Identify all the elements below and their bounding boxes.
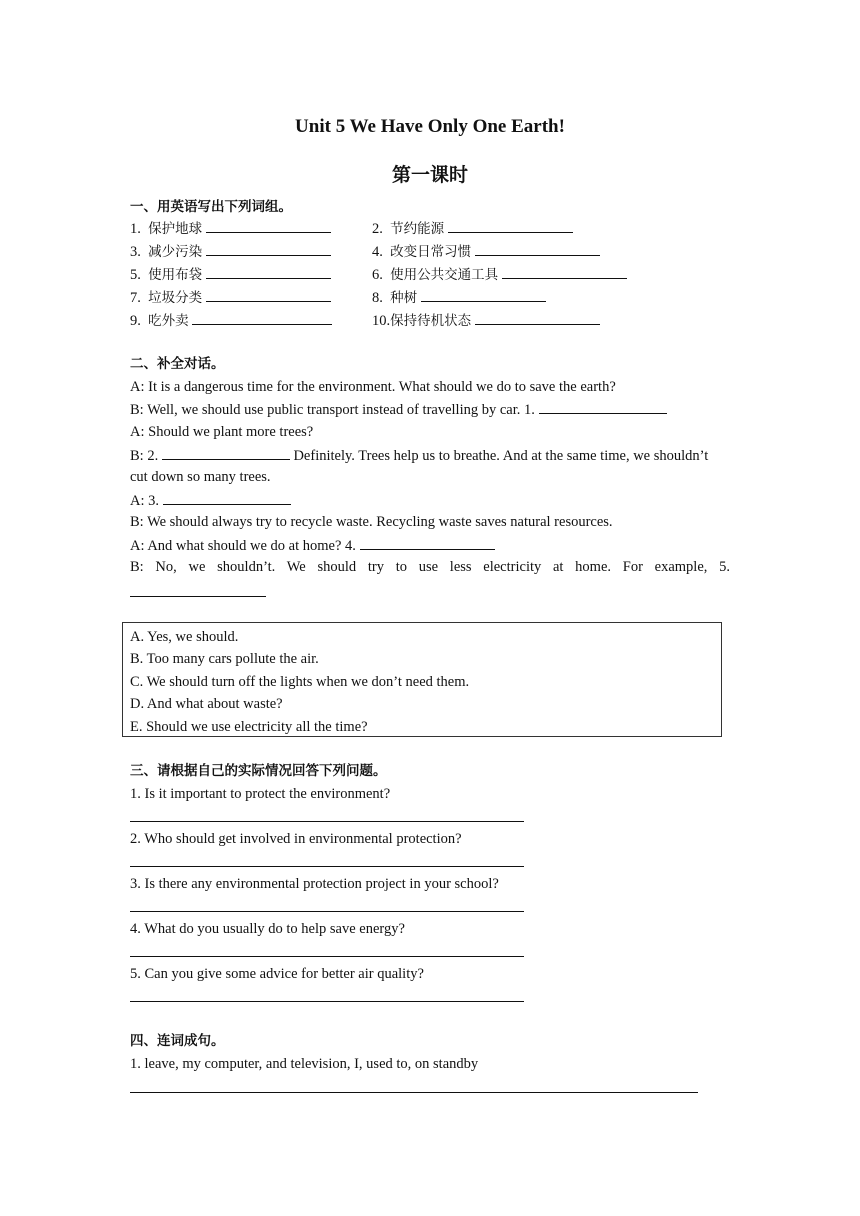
answer-blank[interactable]: [206, 242, 331, 256]
option-d: D. And what about waste?: [130, 696, 283, 712]
phrase-item: 4. 改变日常习惯: [372, 242, 600, 261]
section2-heading: 二、补全对话。: [130, 356, 225, 372]
question: 1. Is it important to protect the environment?: [130, 786, 391, 802]
phrase-item: 9. 吃外卖: [130, 311, 332, 330]
phrase-item: 5. 使用布袋: [130, 265, 331, 284]
phrase-item: 7. 垃圾分类: [130, 288, 331, 307]
dialogue-line: cut down so many trees.: [130, 469, 271, 485]
options-box: [122, 622, 722, 737]
section4-heading: 四、连词成句。: [130, 1033, 225, 1049]
phrase-item: 8. 种树: [372, 288, 546, 307]
dialogue-line: A: 3.: [130, 491, 291, 510]
answer-blank[interactable]: [206, 265, 331, 279]
answer-blank[interactable]: [192, 311, 332, 325]
answer-blank-1[interactable]: [539, 400, 667, 414]
phrase-item: 3. 减少污染: [130, 242, 331, 261]
dialogue-line: B: We should always try to recycle waste. Recycling waste saves natural resources.: [130, 514, 613, 530]
section3-heading: 三、请根据自己的实际情况回答下列问题。: [130, 763, 387, 779]
answer-blank-4[interactable]: [360, 536, 495, 550]
option-e: E. Should we use electricity all the time?: [130, 719, 368, 735]
phrase-item: 10.保持待机状态: [372, 311, 600, 330]
lesson-subtitle: 第一课时: [391, 164, 468, 186]
answer-line[interactable]: [130, 956, 524, 957]
sentence-item: 1. leave, my computer, and television, I, used to, on standby: [130, 1056, 479, 1072]
question: 3. Is there any environmental protection project in your school?: [130, 876, 499, 892]
option-b: B. Too many cars pollute the air.: [130, 651, 319, 667]
question: 4. What do you usually do to help save energy?: [130, 921, 405, 937]
answer-blank[interactable]: [206, 219, 331, 233]
phrase-item: 6. 使用公共交通工具: [372, 265, 627, 284]
dialogue-line: A: And what should we do at home? 4.: [130, 536, 495, 555]
answer-line[interactable]: [130, 1092, 698, 1093]
answer-blank[interactable]: [421, 288, 546, 302]
answer-blank[interactable]: [502, 265, 627, 279]
phrase-item: 2. 节约能源: [372, 219, 573, 238]
question: 2. Who should get involved in environmental protection?: [130, 831, 462, 847]
dialogue-line: B: No, we shouldn’t. We should try to use less electricity at home. For example, 5.: [130, 559, 730, 575]
dialogue-line: A: It is a dangerous time for the environment. What should we do to save the earth?: [130, 379, 616, 395]
dialogue-line: B: Well, we should use public transport instead of travelling by car. 1.: [130, 400, 667, 419]
section1-heading: 一、用英语写出下列词组。: [130, 199, 292, 215]
answer-blank-2[interactable]: [162, 446, 290, 460]
answer-line[interactable]: [130, 911, 524, 912]
answer-line[interactable]: [130, 1001, 524, 1002]
question: 5. Can you give some advice for better air quality?: [130, 966, 424, 982]
answer-blank[interactable]: [475, 311, 600, 325]
answer-blank-5[interactable]: [130, 596, 266, 597]
answer-line[interactable]: [130, 866, 524, 867]
answer-line[interactable]: [130, 821, 524, 822]
answer-blank[interactable]: [206, 288, 331, 302]
answer-blank-3[interactable]: [163, 491, 291, 505]
page-title: Unit 5 We Have Only One Earth!: [295, 116, 565, 137]
phrase-item: 1. 保护地球: [130, 219, 331, 238]
option-c: C. We should turn off the lights when we don’t need them.: [130, 674, 470, 690]
dialogue-line: A: Should we plant more trees?: [130, 424, 314, 440]
option-a: A. Yes, we should.: [130, 629, 239, 645]
answer-blank[interactable]: [475, 242, 600, 256]
answer-blank[interactable]: [448, 219, 573, 233]
dialogue-line: B: 2. Definitely. Trees help us to breathe. And at the same time, we shouldn’t: [130, 448, 709, 464]
